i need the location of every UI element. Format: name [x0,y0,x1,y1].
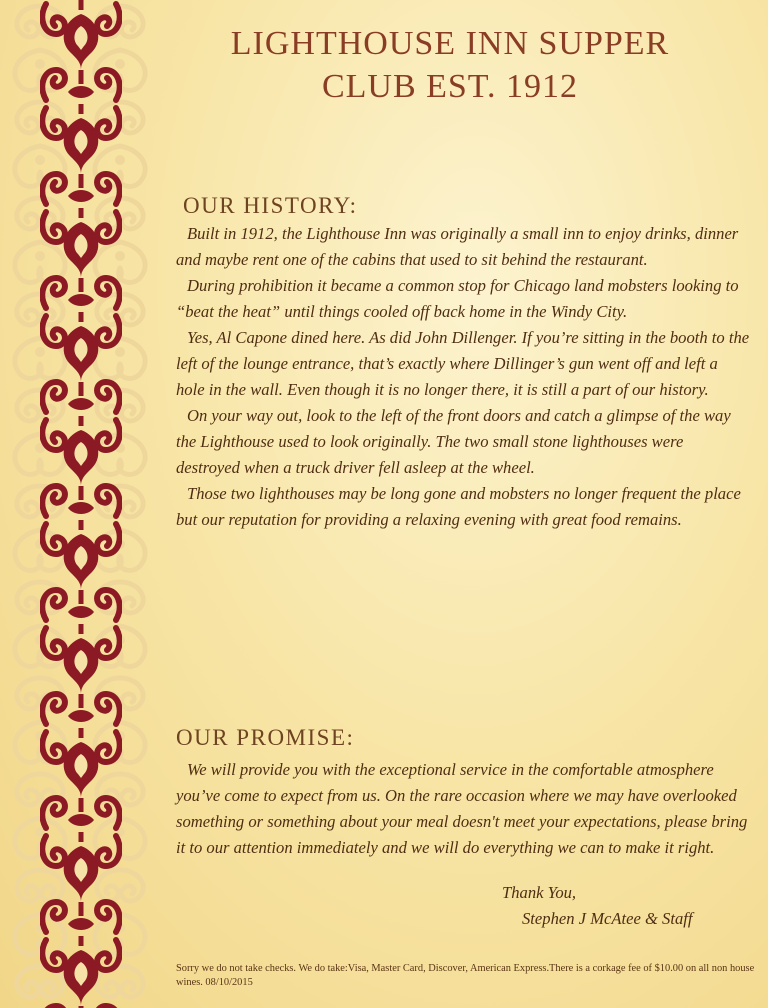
title-line-1: LIGHTHOUSE INN SUPPER [230,25,670,62]
red-ornamental-border [40,0,122,1008]
history-heading: OUR HISTORY: [183,193,358,218]
footer-note: Sorry we do not take checks. We do take:Visa, Master Card, Discover, American Express.There is a corkage fee of $10.00 on all non house wines. 08/10/2015 [176,963,755,988]
history-paragraph: Built in 1912, the Lighthouse Inn was originally a small inn to enjoy drinks, dinner and maybe rent one of the cabins that used to sit behind the restaurant. [176,224,739,269]
history-paragraph: During prohibition it became a common stop for Chicago land mobsters looking to “beat the heat” until things cooled off back home in the Windy City. [176,276,739,321]
title-line-2: CLUB EST. 1912 [321,68,579,105]
history-paragraph: Yes, Al Capone dined here. As did John Dillenger. If you’re sitting in the booth to the left of the lounge entrance, that’s exactly where Dillinger’s gun went off and left a hole in the wall. Even though it is no longer there, it is still a part of our history. [176,328,750,399]
history-body [176,221,750,533]
closing-text: Thank You, [502,883,577,902]
promise-heading: OUR PROMISE: [176,725,355,750]
history-paragraph: Those two lighthouses may be long gone and mobsters no longer frequent the place but our reputation for providing a relaxing evening with great food remains. [176,484,741,529]
promise-body [176,757,750,861]
promise-paragraph: We will provide you with the exceptional service in the comfortable atmosphere you’ve come to expect from us. On the rare occasion where we may have overlooked something or something about your meal doesn't meet your expectations, please bring it to our attention immediately and we will do everything we can to make it right. [176,760,748,857]
page-title [170,22,730,108]
history-paragraph: On your way out, look to the left of the front doors and catch a glimpse of the way the Lighthouse used to look originally. The two small stone lighthouses were destroyed when a truck driver fell asleep at the wheel. [176,406,731,477]
signer-name: Stephen J McAtee & Staff [522,909,693,928]
